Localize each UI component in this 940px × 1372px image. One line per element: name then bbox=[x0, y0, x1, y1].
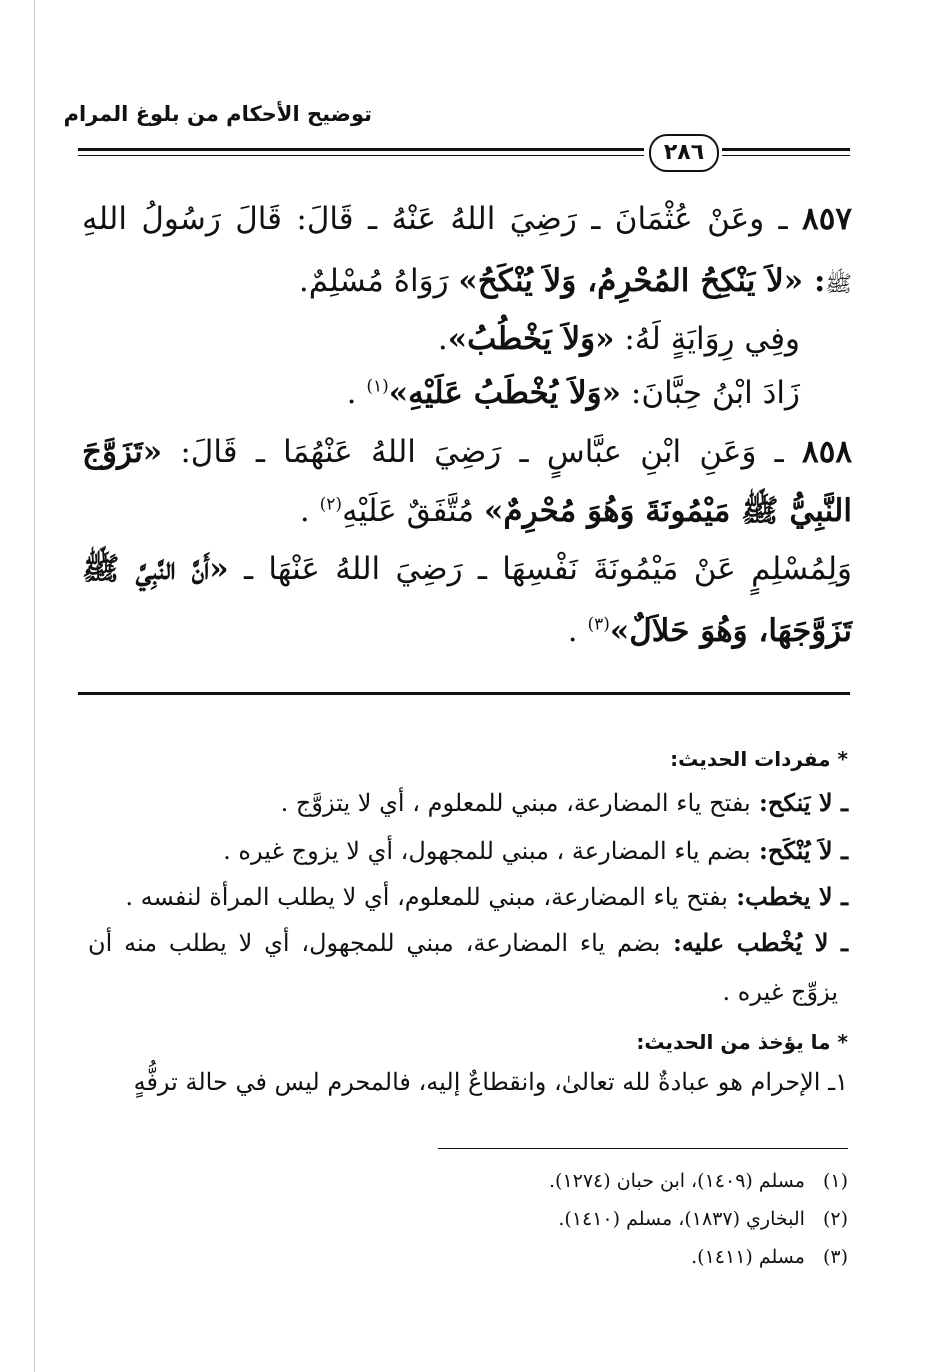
vocab-term: ـ لا يخطب: bbox=[727, 882, 848, 911]
hadith-text: مُتَّفَقٌ عَلَيْهِ bbox=[342, 493, 484, 529]
vocab-line-1 bbox=[281, 788, 848, 817]
hadith-857-line-1 bbox=[82, 200, 852, 239]
footnote-marker: (١) bbox=[822, 1170, 848, 1192]
hadith-number: ٨٥٨ bbox=[802, 434, 852, 470]
hadith-857-line-4 bbox=[347, 374, 800, 413]
vocab-line-4 bbox=[88, 928, 848, 957]
vocab-term: ـ لاَ يُنْكَح: bbox=[750, 836, 848, 865]
hadith-quote: : «لاَ يَنْكِحُ المُحْرِمُ، وَلاَ يُنْكَحُ» bbox=[458, 263, 826, 299]
vocab-text: بضم ياء المضارعة ، مبني للمجهول، أي لا يزوج غيره . bbox=[223, 837, 751, 865]
hadith-number: ٨٥٧ bbox=[802, 201, 852, 237]
vocab-text: بفتح ياء المضارعة، مبني للمعلوم ، أي لا يتزوَّج . bbox=[280, 789, 751, 817]
footnote-ref: (٣) bbox=[587, 614, 610, 635]
footnote-ref: (٢) bbox=[319, 494, 343, 515]
hadith-quote: «أَنَّ النَّبِيَّ ﷺ bbox=[82, 551, 229, 587]
page-binding-edge bbox=[34, 0, 35, 1372]
section-separator bbox=[78, 692, 850, 695]
hadith-quote: «وَلاَ يَخْطُبُ» bbox=[447, 321, 615, 357]
salutation-glyph: ﷺ bbox=[825, 272, 852, 297]
lessons-line-1: ١ـ الإحرام هو عبادةٌ لله تعالىٰ، وانقطاعٌ إليه، فالمحرم ليس في حالة ترفُّهٍ bbox=[133, 1068, 848, 1096]
header-rule-thin-right bbox=[722, 155, 850, 156]
vocab-line-2 bbox=[223, 836, 848, 865]
vocab-heading: * مفردات الحديث: bbox=[670, 747, 848, 771]
footnote-marker: (٢) bbox=[822, 1208, 848, 1230]
hadith-text: . bbox=[346, 375, 367, 411]
lessons-heading: * ما يؤخذ من الحديث: bbox=[636, 1030, 848, 1054]
hadith-858-line-1 bbox=[82, 433, 852, 472]
vocab-line-5: يزوِّج غيره . bbox=[722, 978, 838, 1006]
footnote-text: البخاري (١٨٣٧)، مسلم (١٤١٠). bbox=[558, 1208, 805, 1230]
hadith-text: . bbox=[437, 321, 448, 357]
header-rule-thick-right bbox=[722, 148, 850, 151]
hadith-text: . bbox=[567, 613, 588, 649]
hadith-quote: «تَزَوَّجَ bbox=[82, 434, 163, 470]
hadith-quote: «وَلاَ يُخْطَبُ عَلَيْهِ» bbox=[388, 375, 622, 411]
page-number: ٢٨٦ bbox=[649, 134, 719, 172]
running-header-title: توضيح الأحكام من بلوغ المرام bbox=[63, 102, 372, 126]
hadith-858-line-4 bbox=[568, 612, 852, 651]
hadith-text: ـ وَعَنِ ابْنِ عبَّاسٍ ـ رَضِيَ اللهُ عَنْهُمَا ـ قَالَ: bbox=[162, 434, 784, 470]
footnote-3 bbox=[691, 1246, 848, 1268]
hadith-quote: تَزَوَّجَهَا، وَهُوَ حَلاَلٌ» bbox=[609, 613, 852, 649]
vocab-term: ـ لا يَنكح: bbox=[750, 788, 848, 817]
hadith-text: وفِي رِوَايَةٍ لَهُ: bbox=[614, 321, 800, 357]
hadith-text: ـ وعَنْ عُثْمَانَ ـ رَضِيَ اللهُ عَنْهُ ـ قَالَ: قَالَ رَسُولُ اللهِ bbox=[82, 201, 788, 237]
hadith-857-line-3 bbox=[438, 320, 800, 359]
hadith-quote: النَّبِيُّ ﷺ مَيْمُونَةَ وَهُوَ مُحْرِمٌ» bbox=[484, 493, 852, 529]
vocab-text: بضم ياء المضارعة، مبني للمجهول، أي لا يطلب منه أن bbox=[88, 929, 661, 957]
hadith-text: . bbox=[299, 493, 320, 529]
vocab-term: ـ لا يُخْطب عليه: bbox=[660, 928, 848, 957]
hadith-858-line-2 bbox=[300, 492, 852, 531]
footnote-ref: (١) bbox=[366, 376, 389, 397]
footnote-1 bbox=[549, 1170, 848, 1192]
header-rule-thick-left bbox=[78, 148, 644, 151]
header-rule-thin-left bbox=[78, 155, 644, 156]
hadith-text: رَوَاهُ مُسْلِمٌ. bbox=[298, 263, 459, 299]
vocab-line-3 bbox=[125, 882, 848, 911]
footnote-text: مسلم (١٤١١). bbox=[691, 1246, 805, 1268]
vocab-text: بفتح ياء المضارعة، مبني للمعلوم، أي لا يطلب المرأة لنفسه . bbox=[125, 883, 728, 911]
footnote-marker: (٣) bbox=[822, 1246, 848, 1268]
footnote-2 bbox=[558, 1208, 848, 1230]
footnote-rule bbox=[438, 1148, 848, 1149]
footnote-text: مسلم (١٤٠٩)، ابن حبان (١٢٧٤). bbox=[548, 1170, 805, 1192]
hadith-857-line-2 bbox=[299, 262, 852, 301]
hadith-text: وَلِمُسْلِمٍ عَنْ مَيْمُونَةَ نَفْسِهَا ـ رَضِيَ اللهُ عَنْهَا ـ bbox=[228, 551, 852, 587]
hadith-text: زَادَ ابْنُ حِبَّانَ: bbox=[621, 375, 800, 411]
hadith-858-line-3 bbox=[82, 550, 852, 589]
